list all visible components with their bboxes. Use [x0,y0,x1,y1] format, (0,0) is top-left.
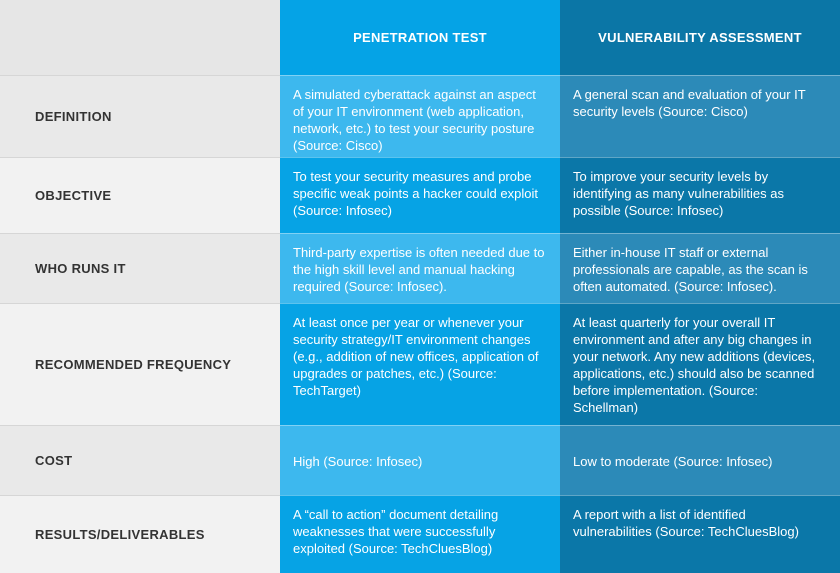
table-corner [0,0,280,75]
row-label-results-deliverables: RESULTS/DELIVERABLES [0,495,280,573]
pen-cost: High (Source: Infosec) [280,425,560,495]
vul-objective: To improve your security levels by identifying as many vulnerabilities as possible (Source: Infosec) [560,157,840,233]
pen-objective: To test your security measures and probe specific weak points a hacker could exploit (Source: Infosec) [280,157,560,233]
row-label-recommended-frequency: RECOMMENDED FREQUENCY [0,303,280,425]
pen-recommended-frequency: At least once per year or whenever your security strategy/IT environment changes (e.g., addition of new offices, application of upgrades or patches, etc.) (Source: TechTarget) [280,303,560,425]
vulnerability-assessment-header: VULNERABILITY ASSESSMENT [560,0,840,75]
vul-results-deliverables: A report with a list of identified vulnerabilities (Source: TechCluesBlog) [560,495,840,573]
vul-recommended-frequency: At least quarterly for your overall IT environment and after any big changes in your network. Any new additions (devices, applications, etc.) should also be scanned before implementation. (Source: Schellman) [560,303,840,425]
penetration-test-header: PENETRATION TEST [280,0,560,75]
row-label-cost: COST [0,425,280,495]
row-label-who-runs-it: WHO RUNS IT [0,233,280,303]
pen-results-deliverables: A “call to action” document detailing weaknesses that were successfully exploited (Source: TechCluesBlog) [280,495,560,573]
vul-who-runs-it: Either in-house IT staff or external professionals are capable, as the scan is often automated. (Source: Infosec). [560,233,840,303]
vul-definition: A general scan and evaluation of your IT security levels (Source: Cisco) [560,75,840,157]
pen-who-runs-it: Third-party expertise is often needed due to the high skill level and manual hacking required (Source: Infosec). [280,233,560,303]
vul-cost: Low to moderate (Source: Infosec) [560,425,840,495]
pen-definition: A simulated cyberattack against an aspect of your IT environment (web application, network, etc.) to test your security posture (Source: Cisco) [280,75,560,157]
row-label-objective: OBJECTIVE [0,157,280,233]
row-label-definition: DEFINITION [0,75,280,157]
